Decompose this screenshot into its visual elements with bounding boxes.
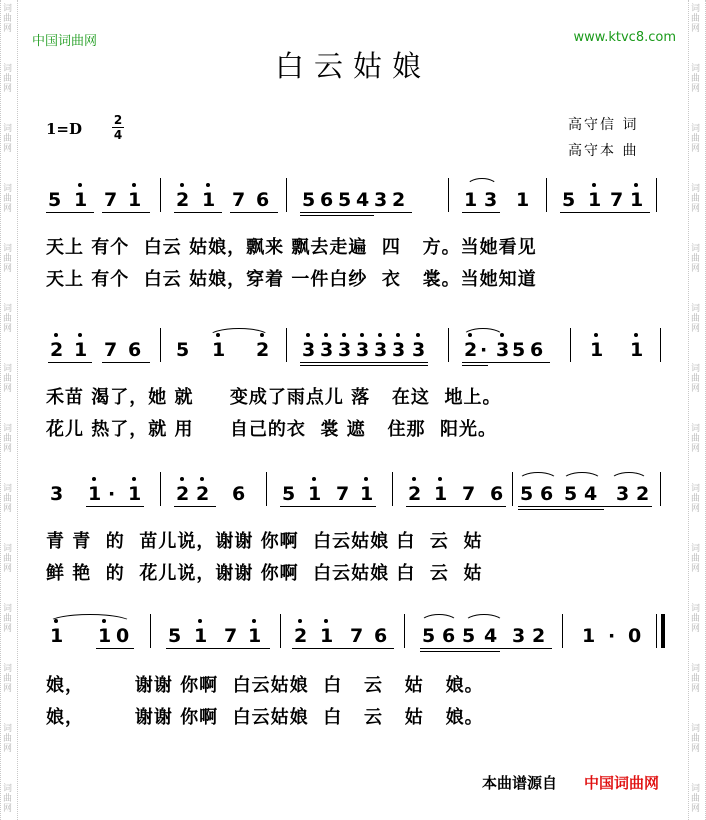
watermark-text: 词曲网 bbox=[691, 244, 701, 274]
beam-line bbox=[420, 648, 552, 649]
lyric-line-3-verse-2: 鲜 艳 的 花儿说，谢谢 你啊 白云姑娘 白 云 姑 bbox=[46, 563, 483, 584]
note: 6 bbox=[374, 625, 388, 647]
high-octave-dot bbox=[198, 619, 202, 623]
watermark-text: 词曲网 bbox=[3, 784, 13, 814]
high-octave-dot bbox=[200, 477, 204, 481]
high-octave-dot bbox=[594, 333, 598, 337]
high-octave-dot bbox=[364, 477, 368, 481]
bar-line bbox=[656, 614, 657, 648]
note: 2 bbox=[294, 625, 308, 647]
high-octave-dot bbox=[306, 333, 310, 337]
note: · bbox=[108, 483, 116, 505]
note: 3 bbox=[412, 339, 426, 361]
beam-line bbox=[102, 212, 150, 213]
note: 3 bbox=[392, 339, 406, 361]
beam-line bbox=[86, 506, 144, 507]
high-octave-dot bbox=[592, 183, 596, 187]
bar-line bbox=[286, 328, 287, 362]
watermark-text: 词曲网 bbox=[3, 4, 13, 34]
beam-line bbox=[462, 212, 500, 213]
beam-line bbox=[420, 651, 500, 652]
note: 5 bbox=[512, 339, 526, 361]
notation-row-3 bbox=[0, 470, 706, 510]
watermark-strip-left bbox=[0, 0, 18, 820]
note: 5 bbox=[168, 625, 182, 647]
watermark-text: 词曲网 bbox=[3, 364, 13, 394]
bar-line bbox=[266, 472, 267, 506]
notation-row-2 bbox=[0, 326, 706, 366]
note: 1 bbox=[630, 189, 644, 211]
note: 6 bbox=[490, 483, 504, 505]
note: 4 bbox=[484, 625, 498, 647]
beam-line bbox=[230, 212, 278, 213]
note: 5 bbox=[302, 189, 316, 211]
watermark-strip-right bbox=[688, 0, 706, 820]
beam-line bbox=[300, 215, 374, 216]
bar-line bbox=[160, 178, 161, 212]
high-octave-dot bbox=[252, 619, 256, 623]
beam-line bbox=[406, 506, 506, 507]
note: 1 bbox=[590, 339, 604, 361]
note: 2 bbox=[256, 339, 270, 361]
note: 5 bbox=[282, 483, 296, 505]
high-octave-dot bbox=[180, 477, 184, 481]
note: 2 bbox=[196, 483, 210, 505]
note: 1 bbox=[434, 483, 448, 505]
note: 0 bbox=[116, 625, 130, 647]
bar-line bbox=[160, 328, 161, 362]
note: 3 bbox=[302, 339, 316, 361]
note: · bbox=[608, 625, 616, 647]
bar-line bbox=[160, 472, 161, 506]
beam-line bbox=[300, 212, 412, 213]
watermark-text: 词曲网 bbox=[691, 544, 701, 574]
note: 1 bbox=[50, 625, 64, 647]
note: 7 bbox=[104, 339, 118, 361]
note: 1 bbox=[516, 189, 530, 211]
beam-line bbox=[608, 212, 650, 213]
note: 2 bbox=[532, 625, 546, 647]
high-octave-dot bbox=[180, 183, 184, 187]
note: 7 bbox=[232, 189, 246, 211]
note: 1 bbox=[74, 189, 88, 211]
watermark-text: 词曲网 bbox=[691, 4, 701, 34]
beam-line bbox=[174, 212, 222, 213]
bar-line bbox=[660, 328, 661, 362]
source-label: 本曲谱源自 bbox=[482, 774, 558, 792]
watermark-text: 词曲网 bbox=[3, 724, 13, 754]
note: 0 bbox=[628, 625, 642, 647]
note: 3 bbox=[484, 189, 498, 211]
note: 1 bbox=[588, 189, 602, 211]
note: 1 bbox=[360, 483, 374, 505]
beam-line bbox=[300, 362, 428, 363]
notation-row-1 bbox=[0, 176, 706, 216]
high-octave-dot bbox=[312, 477, 316, 481]
high-octave-dot bbox=[360, 333, 364, 337]
note: 1 bbox=[630, 339, 644, 361]
note: 7 bbox=[462, 483, 476, 505]
watermark-text: 词曲网 bbox=[3, 304, 13, 334]
site-url-right[interactable]: www.ktvc8.com bbox=[573, 30, 676, 45]
beam-line bbox=[102, 362, 150, 363]
bar-line bbox=[546, 178, 547, 212]
note: 3 bbox=[374, 189, 388, 211]
watermark-text: 词曲网 bbox=[3, 184, 13, 214]
beam-line bbox=[166, 648, 270, 649]
watermark-text: 词曲网 bbox=[3, 244, 13, 274]
lyric-line-2-verse-2: 花儿 热了，就 用 自己的衣 裳 遮 住那 阳光。 bbox=[46, 419, 497, 440]
bar-line bbox=[512, 472, 513, 506]
bar-line bbox=[562, 614, 563, 648]
beam-line bbox=[48, 362, 92, 363]
bar-line bbox=[286, 178, 287, 212]
slur bbox=[48, 614, 132, 623]
note: 6 bbox=[442, 625, 456, 647]
note: 7 bbox=[224, 625, 238, 647]
watermark-text: 词曲网 bbox=[3, 64, 13, 94]
note: 3 bbox=[320, 339, 334, 361]
note: 2 bbox=[50, 339, 64, 361]
note: 6 bbox=[232, 483, 246, 505]
note: 3 bbox=[338, 339, 352, 361]
watermark-text: 词曲网 bbox=[691, 604, 701, 634]
slur bbox=[420, 614, 458, 623]
note: 7 bbox=[610, 189, 624, 211]
note: 7 bbox=[336, 483, 350, 505]
high-octave-dot bbox=[416, 333, 420, 337]
note: 1 bbox=[74, 339, 88, 361]
bar-line bbox=[392, 472, 393, 506]
high-octave-dot bbox=[78, 333, 82, 337]
high-octave-dot bbox=[324, 333, 328, 337]
source-site-link[interactable]: 中国词曲网 bbox=[584, 774, 660, 792]
high-octave-dot bbox=[634, 183, 638, 187]
note: 5 bbox=[338, 189, 352, 211]
high-octave-dot bbox=[298, 619, 302, 623]
time-bottom: 4 bbox=[113, 128, 123, 142]
composer-credit: 高守本 曲 bbox=[568, 143, 639, 159]
time-top: 2 bbox=[113, 113, 123, 127]
high-octave-dot bbox=[412, 477, 416, 481]
note: 1 bbox=[212, 339, 226, 361]
final-bar-line bbox=[661, 614, 665, 648]
watermark-text: 词曲网 bbox=[691, 424, 701, 454]
slur bbox=[466, 178, 498, 187]
watermark-text: 词曲网 bbox=[691, 304, 701, 334]
watermark-text: 词曲网 bbox=[3, 424, 13, 454]
lyricist-credit: 高守信 词 bbox=[568, 117, 639, 133]
beam-line bbox=[462, 365, 488, 366]
note: 1 bbox=[308, 483, 322, 505]
beam-line bbox=[518, 509, 604, 510]
note: 1 bbox=[202, 189, 216, 211]
note: 3 bbox=[496, 339, 510, 361]
note: 3 bbox=[512, 625, 526, 647]
lyric-line-1-verse-2: 天上 有个 白云 姑娘，穿着 一件白纱 衣 裳。当她知道 bbox=[46, 269, 537, 290]
bar-line bbox=[150, 614, 151, 648]
watermark-text: 词曲网 bbox=[691, 124, 701, 154]
note: 5 bbox=[520, 483, 534, 505]
note: 6 bbox=[530, 339, 544, 361]
note: 7 bbox=[104, 189, 118, 211]
beam-line bbox=[174, 506, 216, 507]
note: 2 bbox=[408, 483, 422, 505]
note: 5 bbox=[48, 189, 62, 211]
lyric-line-4-verse-1: 娘， 谢谢 你啊 白云姑娘 白 云 姑 娘。 bbox=[46, 675, 484, 696]
note: 5 bbox=[564, 483, 578, 505]
high-octave-dot bbox=[92, 477, 96, 481]
watermark-text: 词曲网 bbox=[3, 124, 13, 154]
high-octave-dot bbox=[342, 333, 346, 337]
high-octave-dot bbox=[438, 477, 442, 481]
note: 2 bbox=[176, 483, 190, 505]
note: 7 bbox=[350, 625, 364, 647]
note: 5 bbox=[422, 625, 436, 647]
slur bbox=[518, 472, 558, 481]
note: 1 bbox=[88, 483, 102, 505]
note: 3 bbox=[374, 339, 388, 361]
note: 2 bbox=[392, 189, 406, 211]
note: 4 bbox=[584, 483, 598, 505]
beam-line bbox=[462, 362, 550, 363]
bar-line bbox=[404, 614, 405, 648]
note: 6 bbox=[128, 339, 142, 361]
high-octave-dot bbox=[378, 333, 382, 337]
high-octave-dot bbox=[634, 333, 638, 337]
watermark-text: 词曲网 bbox=[691, 784, 701, 814]
key-signature: 1=D bbox=[46, 120, 83, 138]
high-octave-dot bbox=[132, 183, 136, 187]
note: 6 bbox=[540, 483, 554, 505]
watermark-text: 词曲网 bbox=[691, 484, 701, 514]
note: 5 bbox=[562, 189, 576, 211]
note: 1 bbox=[320, 625, 334, 647]
time-signature bbox=[112, 114, 124, 141]
note: 1 bbox=[128, 483, 142, 505]
notation-row-4 bbox=[0, 612, 706, 652]
watermark-text: 词曲网 bbox=[691, 64, 701, 94]
high-octave-dot bbox=[206, 183, 210, 187]
beam-line bbox=[300, 365, 428, 366]
watermark-text: 词曲网 bbox=[691, 724, 701, 754]
high-octave-dot bbox=[324, 619, 328, 623]
note: 1 bbox=[98, 625, 112, 647]
slur bbox=[562, 472, 602, 481]
note: 1 bbox=[582, 625, 596, 647]
note: · bbox=[480, 339, 488, 361]
bar-line bbox=[448, 178, 449, 212]
slur bbox=[208, 328, 270, 337]
site-name-left[interactable]: 中国词曲网 bbox=[32, 34, 98, 49]
lyric-line-4-verse-2: 娘， 谢谢 你啊 白云姑娘 白 云 姑 娘。 bbox=[46, 707, 484, 728]
watermark-text: 词曲网 bbox=[3, 664, 13, 694]
note: 3 bbox=[50, 483, 64, 505]
note: 6 bbox=[320, 189, 334, 211]
beam-line bbox=[96, 648, 134, 649]
slur bbox=[464, 614, 504, 623]
note: 2 bbox=[176, 189, 190, 211]
lyric-line-1-verse-1: 天上 有个 白云 姑娘，飘来 飘去走遍 四 方。当她看见 bbox=[46, 237, 537, 258]
lyric-line-2-verse-1: 禾苗 渴了，她 就 变成了雨点儿 落 在这 地上。 bbox=[46, 387, 502, 408]
watermark-text: 词曲网 bbox=[691, 364, 701, 394]
note: 5 bbox=[462, 625, 476, 647]
watermark-text: 词曲网 bbox=[691, 184, 701, 214]
high-octave-dot bbox=[54, 333, 58, 337]
note: 4 bbox=[356, 189, 370, 211]
note: 3 bbox=[356, 339, 370, 361]
note: 5 bbox=[176, 339, 190, 361]
note: 3 bbox=[616, 483, 630, 505]
bar-line bbox=[570, 328, 571, 362]
bar-line bbox=[656, 178, 657, 212]
note: 1 bbox=[194, 625, 208, 647]
slur bbox=[610, 472, 648, 481]
watermark-text: 词曲网 bbox=[3, 484, 13, 514]
bar-line bbox=[448, 328, 449, 362]
beam-line bbox=[280, 506, 376, 507]
note: 2 bbox=[636, 483, 650, 505]
bar-line bbox=[660, 472, 661, 506]
beam-line bbox=[518, 506, 652, 507]
song-title: 白云姑娘 bbox=[274, 49, 431, 83]
slur bbox=[462, 328, 504, 337]
high-octave-dot bbox=[78, 183, 82, 187]
note: 6 bbox=[256, 189, 270, 211]
note: 1 bbox=[464, 189, 478, 211]
note: 1 bbox=[128, 189, 142, 211]
bar-line bbox=[280, 614, 281, 648]
beam-line bbox=[292, 648, 394, 649]
high-octave-dot bbox=[132, 477, 136, 481]
beam-line bbox=[560, 212, 608, 213]
note: 2 bbox=[464, 339, 478, 361]
watermark-text: 词曲网 bbox=[3, 544, 13, 574]
beam-line bbox=[46, 212, 94, 213]
high-octave-dot bbox=[396, 333, 400, 337]
watermark-text: 词曲网 bbox=[691, 664, 701, 694]
lyric-line-3-verse-1: 青 青 的 苗儿说，谢谢 你啊 白云姑娘 白 云 姑 bbox=[46, 531, 483, 552]
note: 1 bbox=[248, 625, 262, 647]
watermark-text: 词曲网 bbox=[3, 604, 13, 634]
